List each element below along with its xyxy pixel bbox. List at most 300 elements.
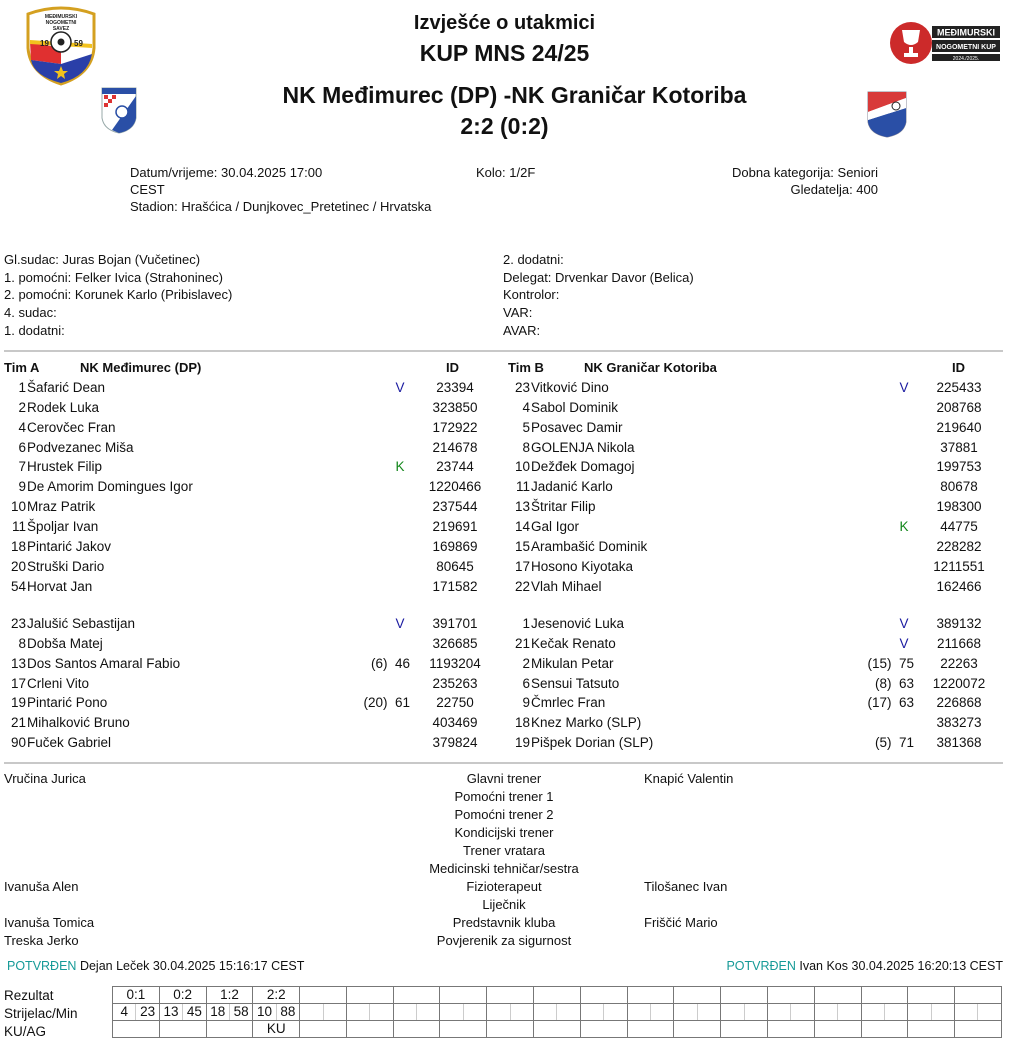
captain-mark: V (899, 616, 909, 631)
staff-home-member: Ivanuša Tomica (4, 915, 95, 930)
staff-role: Trener vratara (463, 843, 545, 858)
officials-left (4, 251, 232, 340)
divider (4, 350, 1003, 352)
player-number: 9 (522, 695, 530, 711)
goal-type-cell (534, 1021, 581, 1038)
player-id: 323850 (432, 399, 478, 415)
player-id: 198300 (936, 499, 982, 515)
goal-result-cell (627, 987, 674, 1004)
substitution-info: (15) 75 (867, 655, 914, 671)
player-name: Jadanić Karlo (531, 479, 613, 495)
player-row (0, 634, 500, 654)
player-row (504, 557, 1004, 577)
match-title (0, 82, 1009, 109)
player-row (504, 398, 1004, 418)
player-id: 44775 (940, 518, 978, 534)
goal-result-cell (393, 987, 440, 1004)
goal-type-cell (300, 1021, 347, 1038)
official-additional-2: 2. dodatni: (503, 252, 564, 267)
goal-type-cell (861, 1021, 908, 1038)
substitution-info: (6) 46 (370, 655, 410, 671)
player-id: 199753 (936, 459, 982, 475)
player-number: 18 (514, 715, 530, 731)
team-separator: - (503, 82, 512, 108)
player-row (0, 674, 500, 694)
staff-away-member: Tilošanec Ivan (644, 879, 728, 894)
player-number: 11 (11, 518, 26, 534)
player-name: Jalušić Sebastijan (27, 616, 136, 631)
player-row (0, 398, 500, 418)
player-id: 1220466 (428, 479, 482, 495)
goal-result-cell (674, 987, 721, 1004)
player-row (0, 557, 500, 577)
confirmation-home (7, 959, 304, 973)
goal-result-cell: 0:2 (159, 987, 206, 1004)
staff-role: Pomoćni trener 2 (454, 807, 554, 822)
player-id: 22263 (940, 655, 978, 671)
goal-minute-cell (417, 1004, 440, 1021)
player-number: 6 (18, 439, 26, 455)
player-name: Pintarić Pono (27, 695, 108, 711)
player-id: 235263 (432, 675, 478, 691)
goal-scorer-cell (393, 1004, 416, 1021)
goal-minute-cell (370, 1004, 393, 1021)
away-team-name: NK Graničar Kotoriba (511, 82, 747, 108)
player-id: 23394 (436, 380, 474, 395)
player-name: Sabol Dominik (531, 399, 619, 415)
goal-result-cell (440, 987, 487, 1004)
player-name: Mihalković Bruno (27, 715, 130, 731)
goal-minute-cell (978, 1004, 1001, 1021)
goals-table (112, 986, 1002, 1038)
player-id: 381368 (936, 735, 982, 751)
captain-mark: V (899, 380, 909, 395)
player-id: 162466 (936, 578, 982, 594)
player-row (504, 497, 1004, 517)
player-id: 389132 (936, 616, 982, 631)
staff-role: Liječnik (482, 897, 526, 912)
player-number: 4 (522, 399, 530, 415)
player-row (504, 517, 1004, 537)
goal-scorer-cell (346, 1004, 369, 1021)
staff-away-member: Friščić Mario (644, 915, 718, 930)
player-number: 17 (10, 675, 26, 691)
goal-scorer-cell: 18 (206, 1004, 229, 1021)
official-main-referee: Gl.sudac: Juras Bojan (Vučetinec) (4, 252, 201, 267)
player-name: Vitković Dino (531, 380, 609, 395)
goal-result-cell (534, 987, 581, 1004)
player-name: Podvezanec Miša (27, 439, 134, 455)
cup-logo-line1: MEĐIMURSKI (937, 27, 995, 38)
goal-result-cell (580, 987, 627, 1004)
staff-home-member: Treska Jerko (4, 933, 79, 948)
goal-type-cell (721, 1021, 768, 1038)
goal-result-cell (908, 987, 955, 1004)
player-number: 17 (514, 558, 530, 574)
player-name: GOLENJA Nikola (531, 439, 635, 455)
player-row (504, 713, 1004, 733)
player-id: 211668 (936, 635, 982, 651)
player-id: 391701 (432, 616, 478, 631)
player-row (0, 378, 500, 398)
player-number: 2 (522, 655, 530, 671)
team-b-label: Tim B (508, 360, 544, 375)
goal-scorer-cell (955, 1004, 978, 1021)
player-number: 22 (514, 578, 530, 594)
svg-text:SAVEZ: SAVEZ (52, 26, 70, 32)
official-delegate: Delegat: Drvenkar Davor (Belica) (503, 269, 694, 285)
player-name: Crleni Vito (27, 675, 90, 691)
player-row (504, 457, 1004, 477)
staff-away-member: Knapić Valentin (644, 771, 734, 786)
match-round: Kolo: 1/2F (476, 165, 536, 180)
goal-scorer-cell (300, 1004, 323, 1021)
player-number: 8 (18, 635, 26, 651)
player-number: 7 (18, 459, 26, 475)
goal-scorer-cell: 4 (113, 1004, 136, 1021)
cup-logo-line3: 2024./2025. (952, 56, 980, 62)
player-name: Čmrlec Fran (531, 695, 606, 711)
player-name: Jesenović Luka (531, 616, 625, 631)
player-row (504, 477, 1004, 497)
score-label-result: Rezultat (4, 988, 54, 1003)
goal-minute-cell (744, 1004, 767, 1021)
player-row (504, 378, 1004, 398)
player-number: 4 (18, 419, 26, 435)
staff-role: Medicinski tehničar/sestra (429, 861, 579, 876)
confirmation-away-text: Ivan Kos 30.04.2025 16:20:13 CEST (799, 959, 1003, 973)
player-id: 326685 (432, 635, 478, 651)
goal-type-cell (955, 1021, 1002, 1038)
player-number: 20 (10, 558, 26, 574)
score-label-type: KU/AG (4, 1024, 47, 1039)
goal-scorer-cell (814, 1004, 837, 1021)
goal-scorer-cell: 10 (253, 1004, 276, 1021)
goal-result-cell (861, 987, 908, 1004)
goal-scorer-cell (861, 1004, 884, 1021)
player-name: Vlah Mihael (531, 578, 602, 594)
player-number: 1 (522, 616, 530, 631)
player-id: 228282 (936, 538, 982, 554)
official-controller: Kontrolor: (503, 287, 560, 303)
goal-scorer-cell: 13 (159, 1004, 182, 1021)
player-name: Posavec Damir (531, 419, 623, 435)
official-assistant-2: 2. pomoćni: Korunek Karlo (Pribislavec) (4, 287, 233, 303)
staff-role: Pomoćni trener 1 (454, 789, 554, 804)
spectators: Gledatelja: 400 (790, 182, 878, 197)
player-id: 169869 (432, 538, 478, 554)
goal-type-cell (674, 1021, 721, 1038)
goal-type-cell (113, 1021, 160, 1038)
goal-result-cell (955, 987, 1002, 1004)
team-a-name: NK Međimurec (DP) (80, 360, 202, 375)
goal-result-cell (346, 987, 393, 1004)
player-number: 5 (522, 419, 530, 435)
player-name: Arambašić Dominik (531, 538, 648, 554)
player-number: 54 (10, 578, 26, 594)
player-id: 37881 (940, 439, 978, 455)
team-a-id-header: ID (446, 360, 459, 375)
staff-role: Fizioterapeut (466, 879, 542, 894)
player-number: 9 (18, 479, 26, 495)
player-id: 1193204 (429, 655, 481, 671)
goal-scorer-cell (767, 1004, 790, 1021)
confirmation-away (726, 959, 1003, 973)
player-name: Mraz Patrik (27, 499, 96, 515)
player-row (0, 537, 500, 557)
player-name: Pintarić Jakov (27, 538, 112, 554)
player-row (0, 614, 500, 634)
player-number: 13 (514, 499, 530, 515)
player-id: 1220072 (932, 675, 986, 691)
goal-minute-cell (931, 1004, 954, 1021)
player-name: Štritar Filip (531, 499, 596, 515)
player-row (0, 577, 500, 597)
player-id: 171582 (432, 578, 478, 594)
home-team-name: NK Međimurec (DP) (282, 82, 498, 108)
goal-type-cell: KU (253, 1021, 300, 1038)
substitution-info: (17) 63 (867, 695, 914, 711)
goal-minute-cell (557, 1004, 580, 1021)
divider (4, 762, 1003, 764)
goal-scorer-cell (627, 1004, 650, 1021)
player-number: 2 (18, 399, 26, 415)
player-number: 14 (514, 518, 530, 534)
confirmation-home-status: POTVRĐEN (7, 959, 77, 973)
match-datetime: Datum/vrijeme: 30.04.2025 17:00 (130, 165, 323, 180)
player-id: 22750 (436, 695, 474, 711)
goal-minute-cell: 88 (276, 1004, 299, 1021)
goal-minute-cell: 58 (229, 1004, 252, 1021)
goal-result-cell: 2:2 (253, 987, 300, 1004)
keeper-mark: K (395, 459, 405, 475)
player-name: Fuček Gabriel (27, 735, 112, 751)
goal-minute-cell (650, 1004, 673, 1021)
player-number: 19 (514, 735, 530, 751)
player-number: 18 (10, 538, 26, 554)
player-name: Mikulan Petar (531, 655, 614, 671)
goal-scorer-cell (440, 1004, 463, 1021)
goal-type-cell (346, 1021, 393, 1038)
substitution-info: (5) 71 (874, 735, 914, 751)
svg-text:NOGOMETNI: NOGOMETNI (45, 20, 77, 26)
player-row (504, 733, 1004, 753)
player-id: 219691 (432, 518, 478, 534)
player-id: 383273 (936, 715, 982, 731)
staff-role: Predstavnik kluba (452, 915, 556, 930)
player-row (504, 537, 1004, 557)
player-id: 225433 (936, 380, 982, 395)
goal-minute-cell (791, 1004, 814, 1021)
staff-role: Kondicijski trener (454, 825, 554, 840)
svg-text:19: 19 (40, 39, 49, 48)
player-name: Hosono Kiyotaka (531, 558, 634, 574)
goal-result-cell (300, 987, 347, 1004)
player-id: 226868 (936, 695, 982, 711)
player-number: 21 (514, 635, 530, 651)
player-name: Struški Dario (27, 558, 105, 574)
substitution-info: (20) 61 (363, 695, 410, 711)
player-row (504, 693, 1004, 713)
goal-minute-cell (697, 1004, 720, 1021)
competition-title: KUP MNS 24/25 (419, 40, 590, 66)
goal-scorer-cell (721, 1004, 744, 1021)
svg-text:MEĐIMURSKI: MEĐIMURSKI (44, 14, 78, 20)
player-row (504, 614, 1004, 634)
player-name: Dežđek Domagoj (531, 459, 635, 475)
player-number: 6 (522, 675, 530, 691)
goal-type-cell (440, 1021, 487, 1038)
player-name: Šafarić Dean (27, 380, 106, 395)
player-row (0, 713, 500, 733)
player-row (504, 674, 1004, 694)
match-info-left (130, 164, 431, 215)
player-id: 237544 (432, 499, 478, 515)
staff-role: Povjerenik za sigurnost (436, 933, 572, 948)
goal-scorer-cell (487, 1004, 510, 1021)
team-a-label: Tim A (4, 360, 40, 375)
player-row (504, 438, 1004, 458)
player-name: Horvat Jan (27, 578, 93, 594)
goal-minute-cell: 23 (136, 1004, 159, 1021)
goal-result-cell (487, 987, 534, 1004)
goal-scorer-cell (908, 1004, 931, 1021)
match-score: 2:2 (0:2) (460, 113, 549, 139)
goal-scorer-cell (534, 1004, 557, 1021)
age-category: Dobna kategorija: Seniori (732, 165, 878, 180)
team-b-id-header: ID (952, 360, 965, 375)
report-title: Izvješće o utakmici (413, 12, 596, 34)
player-number: 23 (514, 380, 530, 395)
goal-type-cell (767, 1021, 814, 1038)
player-name: Rodek Luka (27, 399, 100, 415)
match-timezone: CEST (130, 182, 165, 197)
player-name: Knez Marko (SLP) (531, 715, 642, 731)
player-row (0, 457, 500, 477)
player-row (0, 418, 500, 438)
goal-result-cell (721, 987, 768, 1004)
goal-type-cell (159, 1021, 206, 1038)
player-name: Dobša Matej (27, 635, 103, 651)
player-row (0, 693, 500, 713)
player-id: 1211551 (933, 558, 985, 574)
goal-type-cell (627, 1021, 674, 1038)
player-number: 23 (10, 616, 26, 631)
player-number: 10 (10, 499, 26, 515)
player-id: 80678 (940, 479, 978, 495)
player-id: 403469 (432, 715, 478, 731)
goal-minute-cell: 45 (183, 1004, 206, 1021)
player-row (0, 517, 500, 537)
player-name: Cerovčec Fran (27, 419, 116, 435)
player-id: 80645 (436, 558, 474, 574)
svg-text:59: 59 (74, 39, 83, 48)
player-row (504, 418, 1004, 438)
player-name: Kečak Renato (531, 635, 616, 651)
goal-result-cell (767, 987, 814, 1004)
confirmation-away-status: POTVRĐEN (726, 959, 796, 973)
captain-mark: V (395, 616, 405, 631)
goal-scorer-cell (580, 1004, 603, 1021)
official-fourth: 4. sudac: (4, 305, 57, 321)
player-number: 10 (514, 459, 530, 475)
goal-type-cell (908, 1021, 955, 1038)
match-stadium: Stadion: Hrašćica / Dunjkovec_Pretetinec / Hrvatska (130, 199, 432, 214)
player-number: 19 (10, 695, 26, 711)
goal-type-cell (487, 1021, 534, 1038)
goal-type-cell (580, 1021, 627, 1038)
team-b-name: NK Graničar Kotoriba (584, 360, 717, 375)
official-avar: AVAR: (503, 322, 541, 338)
player-name: Hrustek Filip (27, 459, 103, 475)
player-name: Sensui Tatsuto (531, 675, 620, 691)
player-number: 90 (10, 735, 26, 751)
player-id: 23744 (436, 459, 474, 475)
player-name: Špoljar Ivan (27, 518, 99, 534)
player-number: 15 (514, 538, 530, 554)
goal-minute-cell (510, 1004, 533, 1021)
match-info-right (732, 164, 878, 198)
player-name: Pišpek Dorian (SLP) (531, 735, 654, 751)
player-row (0, 733, 500, 753)
player-number: 11 (515, 479, 530, 495)
player-row (0, 497, 500, 517)
captain-mark: V (899, 635, 909, 651)
player-id: 214678 (432, 439, 478, 455)
player-number: 8 (522, 439, 530, 455)
player-name: Dos Santos Amaral Fabio (27, 655, 181, 671)
goal-result-cell (814, 987, 861, 1004)
staff-home-member: Vručina Jurica (4, 771, 86, 786)
cup-logo-line2: NOGOMETNI KUP (936, 44, 996, 51)
official-additional-1: 1. dodatni: (4, 322, 65, 338)
goal-minute-cell (884, 1004, 907, 1021)
staff-home-member: Ivanuša Alen (4, 879, 79, 894)
player-id: 379824 (432, 735, 478, 751)
player-id: 172922 (432, 419, 478, 435)
player-row (0, 654, 500, 674)
player-id: 208768 (936, 399, 982, 415)
player-row (0, 438, 500, 458)
keeper-mark: K (899, 518, 909, 534)
goal-result-cell: 0:1 (113, 987, 160, 1004)
goal-type-cell (814, 1021, 861, 1038)
staff-role: Glavni trener (466, 771, 542, 786)
goal-type-cell (206, 1021, 253, 1038)
player-number: 1 (18, 380, 26, 395)
score-label-scorer: Strijelac/Min (4, 1006, 78, 1021)
player-number: 21 (10, 715, 26, 731)
player-row (504, 577, 1004, 597)
substitution-info: (8) 63 (874, 675, 914, 691)
player-row (0, 477, 500, 497)
player-name: Gal Igor (531, 518, 580, 534)
goal-minute-cell (604, 1004, 627, 1021)
goal-minute-cell (838, 1004, 861, 1021)
player-name: De Amorim Domingues Igor (27, 479, 193, 495)
official-assistant-1: 1. pomoćni: Felker Ivica (Strahoninec) (4, 269, 223, 285)
goal-type-cell (393, 1021, 440, 1038)
official-var: VAR: (503, 305, 533, 321)
goal-scorer-cell (674, 1004, 697, 1021)
player-id: 219640 (936, 419, 982, 435)
confirmation-home-text: Dejan Leček 30.04.2025 15:16:17 CEST (79, 959, 305, 973)
officials-right (503, 251, 694, 340)
goal-result-cell: 1:2 (206, 987, 253, 1004)
player-number: 13 (10, 655, 26, 671)
captain-mark: V (395, 380, 405, 395)
player-row (504, 634, 1004, 654)
